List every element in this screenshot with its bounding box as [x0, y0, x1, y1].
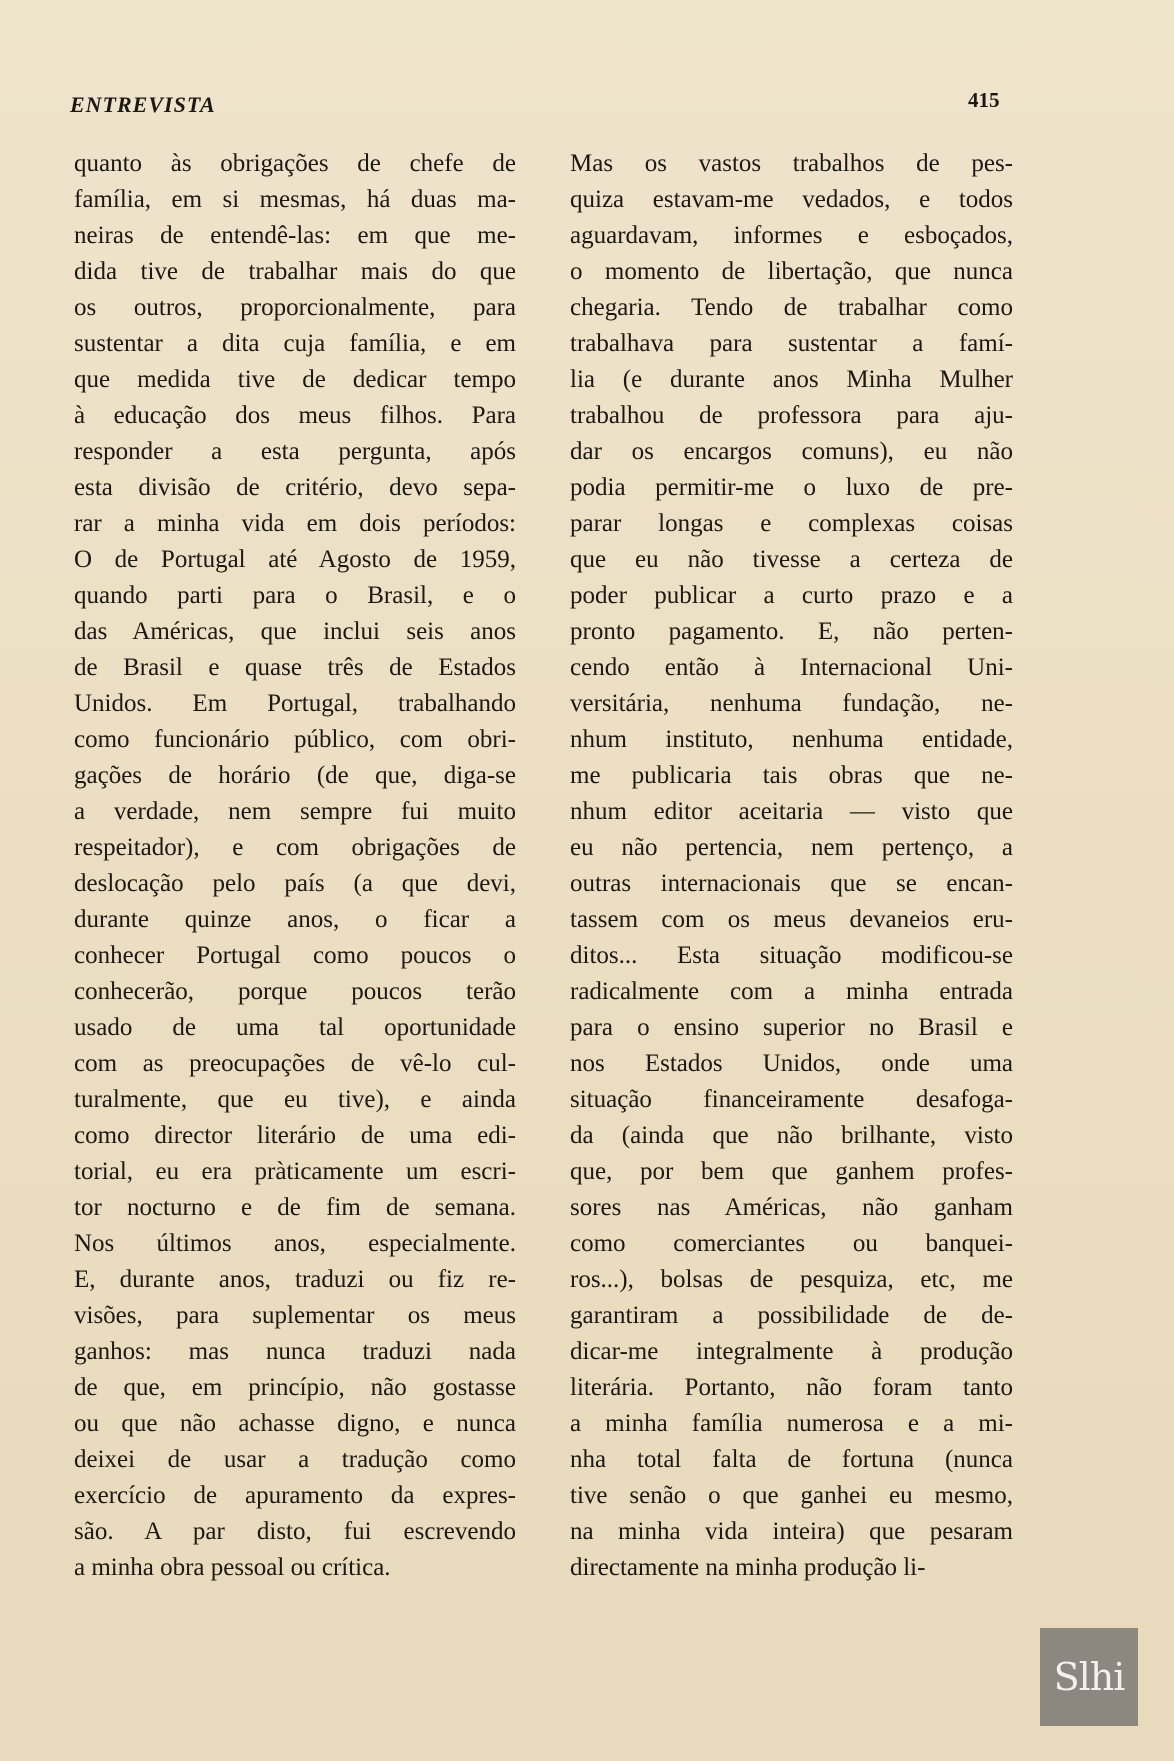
text-line: na minha vida inteira) que pesaram	[570, 1518, 1013, 1545]
watermark-text: Slhi	[1053, 1655, 1125, 1699]
text-line: como comerciantes ou banquei-	[570, 1230, 1013, 1257]
text-line: o momento de libertação, que nunca	[570, 258, 1013, 285]
text-line: ou que não achasse digno, e nunca	[74, 1410, 516, 1437]
text-line: gações de horário (de que, diga-se	[74, 762, 516, 789]
text-line: para o ensino superior no Brasil e	[570, 1014, 1013, 1041]
text-line: Unidos. Em Portugal, trabalhando	[74, 690, 516, 717]
text-line: eu não pertencia, nem pertenço, a	[570, 834, 1013, 861]
text-line: rar a minha vida em dois períodos:	[74, 510, 516, 537]
text-line: chegaria. Tendo de trabalhar como	[570, 294, 1013, 321]
text-line: tive senão o que ganhei eu mesmo,	[570, 1482, 1013, 1509]
text-line: exercício de apuramento da expres-	[74, 1482, 516, 1509]
text-line: outras internacionais que se encan-	[570, 870, 1013, 897]
text-line: nhum instituto, nenhuma entidade,	[570, 726, 1013, 753]
text-line: nhum editor aceitaria — visto que	[570, 798, 1013, 825]
text-line: turalmente, que eu tive), e ainda	[74, 1086, 516, 1113]
text-line: a minha família numerosa e a mi-	[570, 1410, 1013, 1437]
text-line: dida tive de trabalhar mais do que	[74, 258, 516, 285]
text-column-right	[570, 146, 1013, 1586]
text-line: literária. Portanto, não foram tanto	[570, 1374, 1013, 1401]
text-line: dicar-me integralmente à produção	[570, 1338, 1013, 1365]
text-line: aguardavam, informes e esboçados,	[570, 222, 1013, 249]
text-line: que eu não tivesse a certeza de	[570, 546, 1013, 573]
text-line: respeitador), e com obrigações de	[74, 834, 516, 861]
text-line: das Américas, que inclui seis anos	[74, 618, 516, 645]
watermark-logo	[1040, 1628, 1138, 1726]
text-line: a verdade, nem sempre fui muito	[74, 798, 516, 825]
text-line: ganhos: mas nunca traduzi nada	[74, 1338, 516, 1365]
text-line: ros...), bolsas de pesquiza, etc, me	[570, 1266, 1013, 1293]
text-line: sustentar a dita cuja família, e em	[74, 330, 516, 357]
text-line: deslocação pelo país (a que devi,	[74, 870, 516, 897]
text-line: Mas os vastos trabalhos de pes-	[570, 150, 1013, 177]
text-line: durante quinze anos, o ficar a	[74, 906, 516, 933]
text-column-left	[74, 146, 516, 1586]
text-line: dar os encargos comuns), eu não	[570, 438, 1013, 465]
text-line: Nos últimos anos, especialmente.	[74, 1230, 516, 1257]
text-line: versitária, nenhuma fundação, ne-	[570, 690, 1013, 717]
text-line: como director literário de uma edi-	[74, 1122, 516, 1149]
text-line: situação financeiramente desafoga-	[570, 1086, 1013, 1113]
text-line: visões, para suplementar os meus	[74, 1302, 516, 1329]
text-line: pronto pagamento. E, não perten-	[570, 618, 1013, 645]
text-line: quando parti para o Brasil, e o	[74, 582, 516, 609]
text-line: responder a esta pergunta, após	[74, 438, 516, 465]
text-line: da (ainda que não brilhante, visto	[570, 1122, 1013, 1149]
text-line: lia (e durante anos Minha Mulher	[570, 366, 1013, 393]
text-line: O de Portugal até Agosto de 1959,	[74, 546, 516, 573]
text-line: esta divisão de critério, devo sepa-	[74, 474, 516, 501]
text-line: neiras de entendê-las: em que me-	[74, 222, 516, 249]
text-line: deixei de usar a tradução como	[74, 1446, 516, 1473]
text-line: podia permitir-me o luxo de pre-	[570, 474, 1013, 501]
text-line: como funcionário público, com obri-	[74, 726, 516, 753]
text-line: a minha obra pessoal ou crítica.	[74, 1554, 391, 1581]
text-line: usado de uma tal oportunidade	[74, 1014, 516, 1041]
text-line: directamente na minha produção li-	[570, 1554, 926, 1581]
text-line: conhecerão, porque poucos terão	[74, 978, 516, 1005]
text-line: torial, eu era pràticamente um escri-	[74, 1158, 516, 1185]
text-line: quiza estavam-me vedados, e todos	[570, 186, 1013, 213]
text-line: que, por bem que ganhem profes-	[570, 1158, 1013, 1185]
text-line: nos Estados Unidos, onde uma	[570, 1050, 1013, 1077]
text-line: sores nas Américas, não ganham	[570, 1194, 1013, 1221]
text-line: de que, em princípio, não gostasse	[74, 1374, 516, 1401]
text-line: quanto às obrigações de chefe de	[74, 150, 516, 177]
text-line: E, durante anos, traduzi ou fiz re-	[74, 1266, 516, 1293]
text-line: radicalmente com a minha entrada	[570, 978, 1013, 1005]
text-line: parar longas e complexas coisas	[570, 510, 1013, 537]
text-line: tassem com os meus devaneios eru-	[570, 906, 1013, 933]
text-line: os outros, proporcionalmente, para	[74, 294, 516, 321]
text-line: que medida tive de dedicar tempo	[74, 366, 516, 393]
running-title: ENTREVISTA	[70, 92, 216, 117]
text-line: trabalhava para sustentar a famí-	[570, 330, 1013, 357]
text-line: ditos... Esta situação modificou-se	[570, 942, 1013, 969]
text-line: cendo então à Internacional Uni-	[570, 654, 1013, 681]
text-line: de Brasil e quase três de Estados	[74, 654, 516, 681]
text-line: trabalhou de professora para aju-	[570, 402, 1013, 429]
text-line: conhecer Portugal como poucos o	[74, 942, 516, 969]
text-line: nha total falta de fortuna (nunca	[570, 1446, 1013, 1473]
text-line: família, em si mesmas, há duas ma-	[74, 186, 516, 213]
text-line: à educação dos meus filhos. Para	[74, 402, 516, 429]
text-line: com as preocupações de vê-lo cul-	[74, 1050, 516, 1077]
text-line: são. A par disto, fui escrevendo	[74, 1518, 516, 1545]
text-line: me publicaria tais obras que ne-	[570, 762, 1013, 789]
page-number: 415	[968, 88, 1000, 112]
text-line: tor nocturno e de fim de semana.	[74, 1194, 516, 1221]
text-line: garantiram a possibilidade de de-	[570, 1302, 1013, 1329]
text-line: poder publicar a curto prazo e a	[570, 582, 1013, 609]
